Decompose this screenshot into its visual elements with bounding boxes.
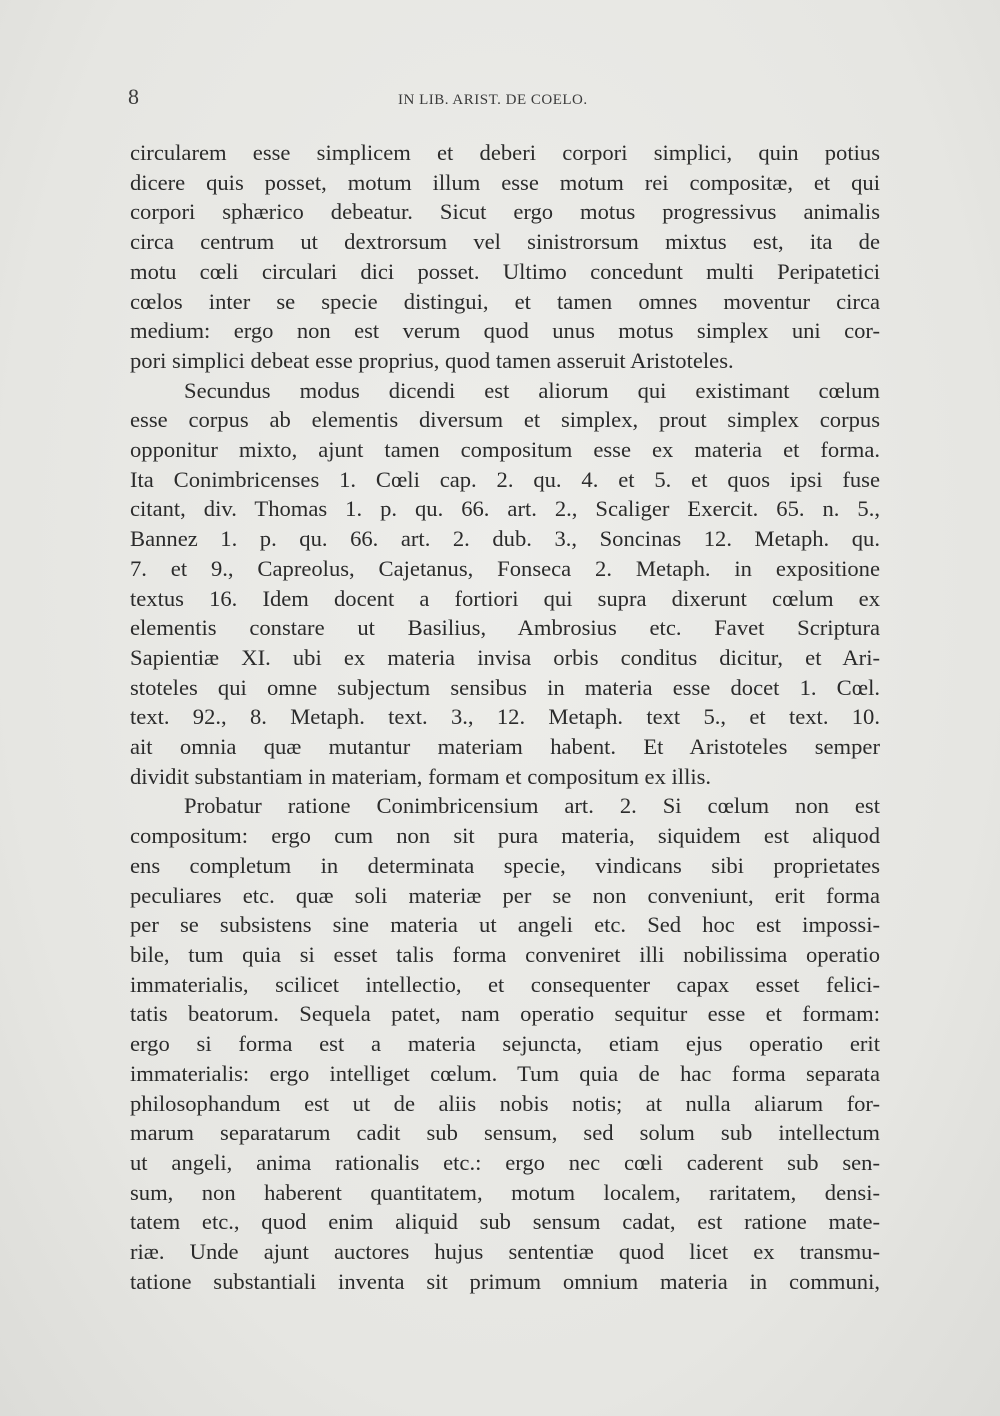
text-line: sum, non haberent quantitatem, motum localem, raritatem, densi- (130, 1179, 880, 1205)
text-line: ut angeli, anima rationalis etc.: ergo nec cœli caderent sub sen- (130, 1149, 880, 1175)
text-line: philosophandum est ut de aliis nobis notis; at nulla aliarum for- (130, 1090, 880, 1116)
body-text (130, 138, 880, 1296)
text-line: ens completum in determinata specie, vindicans sibi proprietates (130, 852, 880, 878)
paragraph (130, 376, 880, 792)
text-line: compositum: ergo cum non sit pura materia, siquidem est aliquod (130, 823, 880, 849)
page-number: 8 (128, 84, 139, 109)
text-line: 7. et 9., Capreolus, Cajetanus, Fonseca 2. Metaph. in expositione (130, 555, 880, 581)
text-line: peculiares etc. quæ soli materiæ per se non conveniunt, erit forma (130, 882, 880, 908)
text-line: dicere quis posset, motum illum esse motum rei compositæ, et qui (130, 169, 880, 195)
text-line: opponitur mixto, ajunt tamen compositum esse ex materia et forma. (130, 437, 880, 463)
text-line: Ita Conimbricenses 1. Cœli cap. 2. qu. 4. et 5. et quos ipsi fuse (130, 466, 880, 492)
running-head: IN LIB. ARIST. DE COELO. (398, 92, 588, 108)
text-line: Probatur ratione Conimbricensium art. 2. Si cœlum non est (184, 793, 880, 819)
text-line: ait omnia quæ mutantur materiam habent. Et Aristoteles semper (130, 734, 880, 760)
text-line: corpori sphærico debeatur. Sicut ergo motus progressivus animalis (130, 199, 880, 225)
text-line: tatis beatorum. Sequela patet, nam operatio sequitur esse et formam: (130, 1001, 880, 1027)
text-line: medium: ergo non est verum quod unus motus simplex uni cor- (130, 318, 880, 344)
text-line: immaterialis: ergo intelliget cœlum. Tum quia de hac forma separata (130, 1060, 880, 1086)
paragraph (130, 138, 880, 376)
text-line: text. 92., 8. Metaph. text. 3., 12. Metaph. text 5., et text. 10. (130, 704, 880, 730)
text-line: Secundus modus dicendi est aliorum qui existimant cœlum (184, 377, 880, 403)
page-header (128, 84, 872, 114)
text-line: tatem etc., quod enim aliquid sub sensum cadat, est ratione mate- (130, 1209, 880, 1235)
text-line: stoteles qui omne subjectum sensibus in materia esse docet 1. Cœl. (130, 674, 880, 700)
text-line: marum separatarum cadit sub sensum, sed solum sub intellectum (130, 1120, 880, 1146)
text-line: circularem esse simplicem et deberi corpori simplici, quin potius (130, 140, 880, 165)
text-line: pori simplici debeat esse proprius, quod tamen asseruit Aristoteles. (130, 347, 734, 373)
text-line: ergo si forma est a materia sejuncta, etiam ejus operatio erit (130, 1031, 880, 1057)
text-line: bile, tum quia si esset talis forma conveniret illi nobilissima operatio (130, 941, 880, 967)
text-line: motu cœli circulari dici posset. Ultimo concedunt multi Peripatetici (130, 258, 880, 284)
text-line: immaterialis, scilicet intellectio, et consequenter capax esset felici- (130, 971, 880, 997)
text-line: esse corpus ab elementis diversum et simplex, prout simplex corpus (130, 407, 880, 433)
text-line: tatione substantiali inventa sit primum omnium materia in communi, (130, 1268, 880, 1294)
paragraph (130, 791, 880, 1296)
text-line: circa centrum ut dextrorsum vel sinistrorsum mixtus est, ita de (130, 229, 880, 255)
text-line: per se subsistens sine materia ut angeli etc. Sed hoc est impossi- (130, 912, 880, 938)
text-line: textus 16. Idem docent a fortiori qui supra dixerunt cœlum ex (130, 585, 880, 611)
text-line: dividit substantiam in materiam, formam et compositum ex illis. (130, 763, 712, 789)
text-line: Sapientiæ XI. ubi ex materia invisa orbis conditus dicitur, et Ari- (130, 644, 880, 670)
text-line: Bannez 1. p. qu. 66. art. 2. dub. 3., Soncinas 12. Metaph. qu. (130, 526, 880, 552)
text-line: riæ. Unde ajunt auctores hujus sententiæ quod licet ex transmu- (130, 1239, 880, 1265)
text-line: citant, div. Thomas 1. p. qu. 66. art. 2., Scaliger Exercit. 65. n. 5., (130, 496, 880, 522)
text-line: cœlos inter se specie distingui, et tamen omnes moventur circa (130, 288, 880, 314)
text-line: elementis constare ut Basilius, Ambrosius etc. Favet Scriptura (130, 615, 880, 641)
